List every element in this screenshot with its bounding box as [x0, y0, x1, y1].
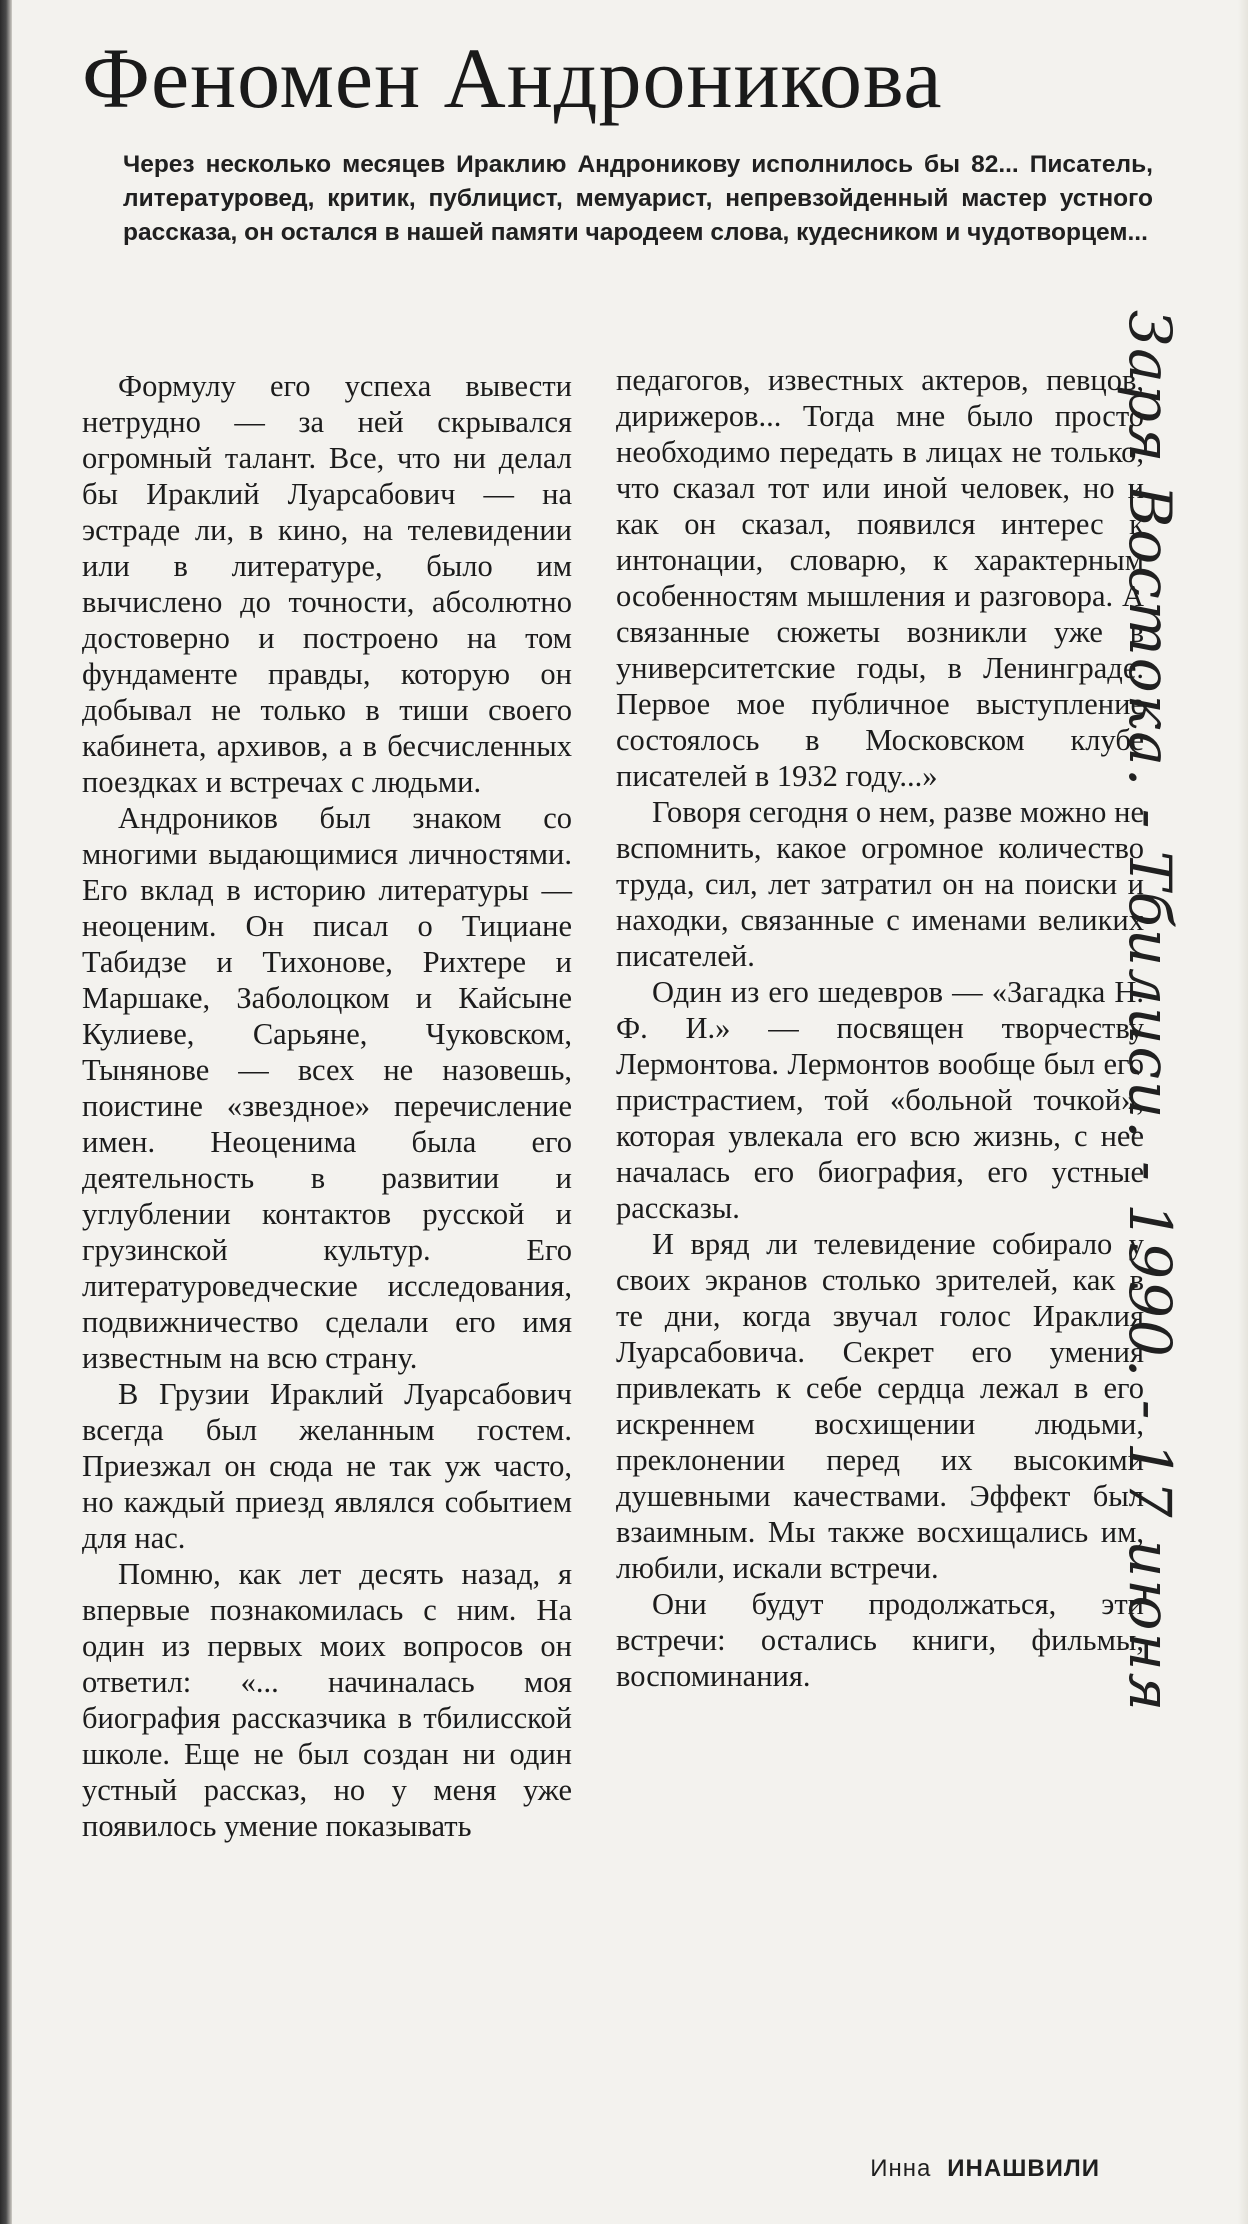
- scan-edge-shadow: [0, 0, 12, 2224]
- article-title: Феномен Андроникова: [82, 30, 943, 126]
- scan-edge-right: [1238, 0, 1248, 2224]
- paragraph: Помню, как лет десять назад, я впервые познакомилась с ним. На один из первых моих вопросов он ответил: «... начиналась моя биография рассказчика в тбилисской школе. Еще не был создан ни один устный рассказ, но у меня уже появилось умение показывать: [82, 1557, 572, 1843]
- paragraph: педагогов, известных актеров, певцов, дирижеров... Тогда мне было просто необходимо передать в лицах не только, что сказал тот или иной человек, но и как он сказал, появился интерес к интонации, словарю, к характерным особенностям мышления и разговора. А связанные сюжеты возникли уже в университетские годы, в Ленинграде. Первое мое публичное выступление состоялось в Московском клубе писателей в 1932 году...»: [616, 363, 1144, 793]
- newspaper-clipping: [18, 0, 1158, 2224]
- article-column-right: [616, 362, 1144, 1694]
- author-signature: [870, 2155, 1100, 2183]
- author-first-name: Инна: [870, 2155, 932, 2182]
- paragraph: Они будут продолжаться, эти встречи: остались книги, фильмы, воспоминания.: [616, 1587, 1144, 1693]
- author-last-name: ИНАШВИЛИ: [947, 2155, 1100, 2182]
- paragraph: И вряд ли телевидение собирало у своих экранов столько зрителей, как в те дни, когда звучал голос Ираклия Луарсабовича. Секрет его умения привлекать к себе сердца лежал в его искреннем восхищении людьми, преклонении перед их высокими душевными качествами. Эффект был взаимным. Мы также восхищались им, любили, искали встречи.: [616, 1227, 1144, 1585]
- article-column-left: [82, 368, 572, 1844]
- article-lead: Через несколько месяцев Ираклию Андроникову исполнилось бы 82... Писатель, литературовед, критик, публицист, мемуарист, непревзойденный мастер устного рассказа, он остался в нашей памяти чародеем слова, кудесником и чудотворцем...: [123, 151, 1153, 246]
- paragraph: Формулу его успеха вывести нетрудно — за ней скрывался огромный талант. Все, что ни делал бы Ираклий Луарсабович — на эстраде ли, в кино, на телевидении или в литературе, было им вычислено до точности, абсолютно достоверно и построено на том фундаменте правды, которую он добывал не только в тиши своего кабинета, архивов, а в бесчисленных поездках и встречах с людьми.: [82, 369, 572, 799]
- handwritten-source-note: Заря Востока. - Тбилиси. - 1990. - 17 июня: [1116, 310, 1184, 1713]
- paragraph: В Грузии Ираклий Луарсабович всегда был желанным гостем. Приезжал он сюда не так уж часто, но каждый приезд являлся событием для нас.: [82, 1377, 572, 1555]
- paragraph: Говоря сегодня о нем, разве можно не вспомнить, какое огромное количество труда, сил, лет затратил он на поиски и находки, связанные с именами великих писателей.: [616, 795, 1144, 973]
- paragraph: Андроников был знаком со многими выдающимися личностями. Его вклад в историю литературы — неоценим. Он писал о Тициане Табидзе и Тихонове, Рихтере и Маршаке, Заболоцком и Кайсыне Кулиеве, Сарьяне, Чуковском, Тынянове — всех не назовешь, поистине «звездное» перечисление имен. Неоценима была его деятельность в развитии и углублении контактов русской и грузинской культур. Его литературоведческие исследования, подвижничество сделали его имя известным на всю страну.: [82, 801, 572, 1375]
- paragraph: Один из его шедевров — «Загадка Н. Ф. И.» — посвящен творчеству Лермонтова. Лермонтов вообще был его пристрастием, той «больной точкой», которая увлекала его всю жизнь, с нее началась его биография, его устные рассказы.: [616, 975, 1144, 1225]
